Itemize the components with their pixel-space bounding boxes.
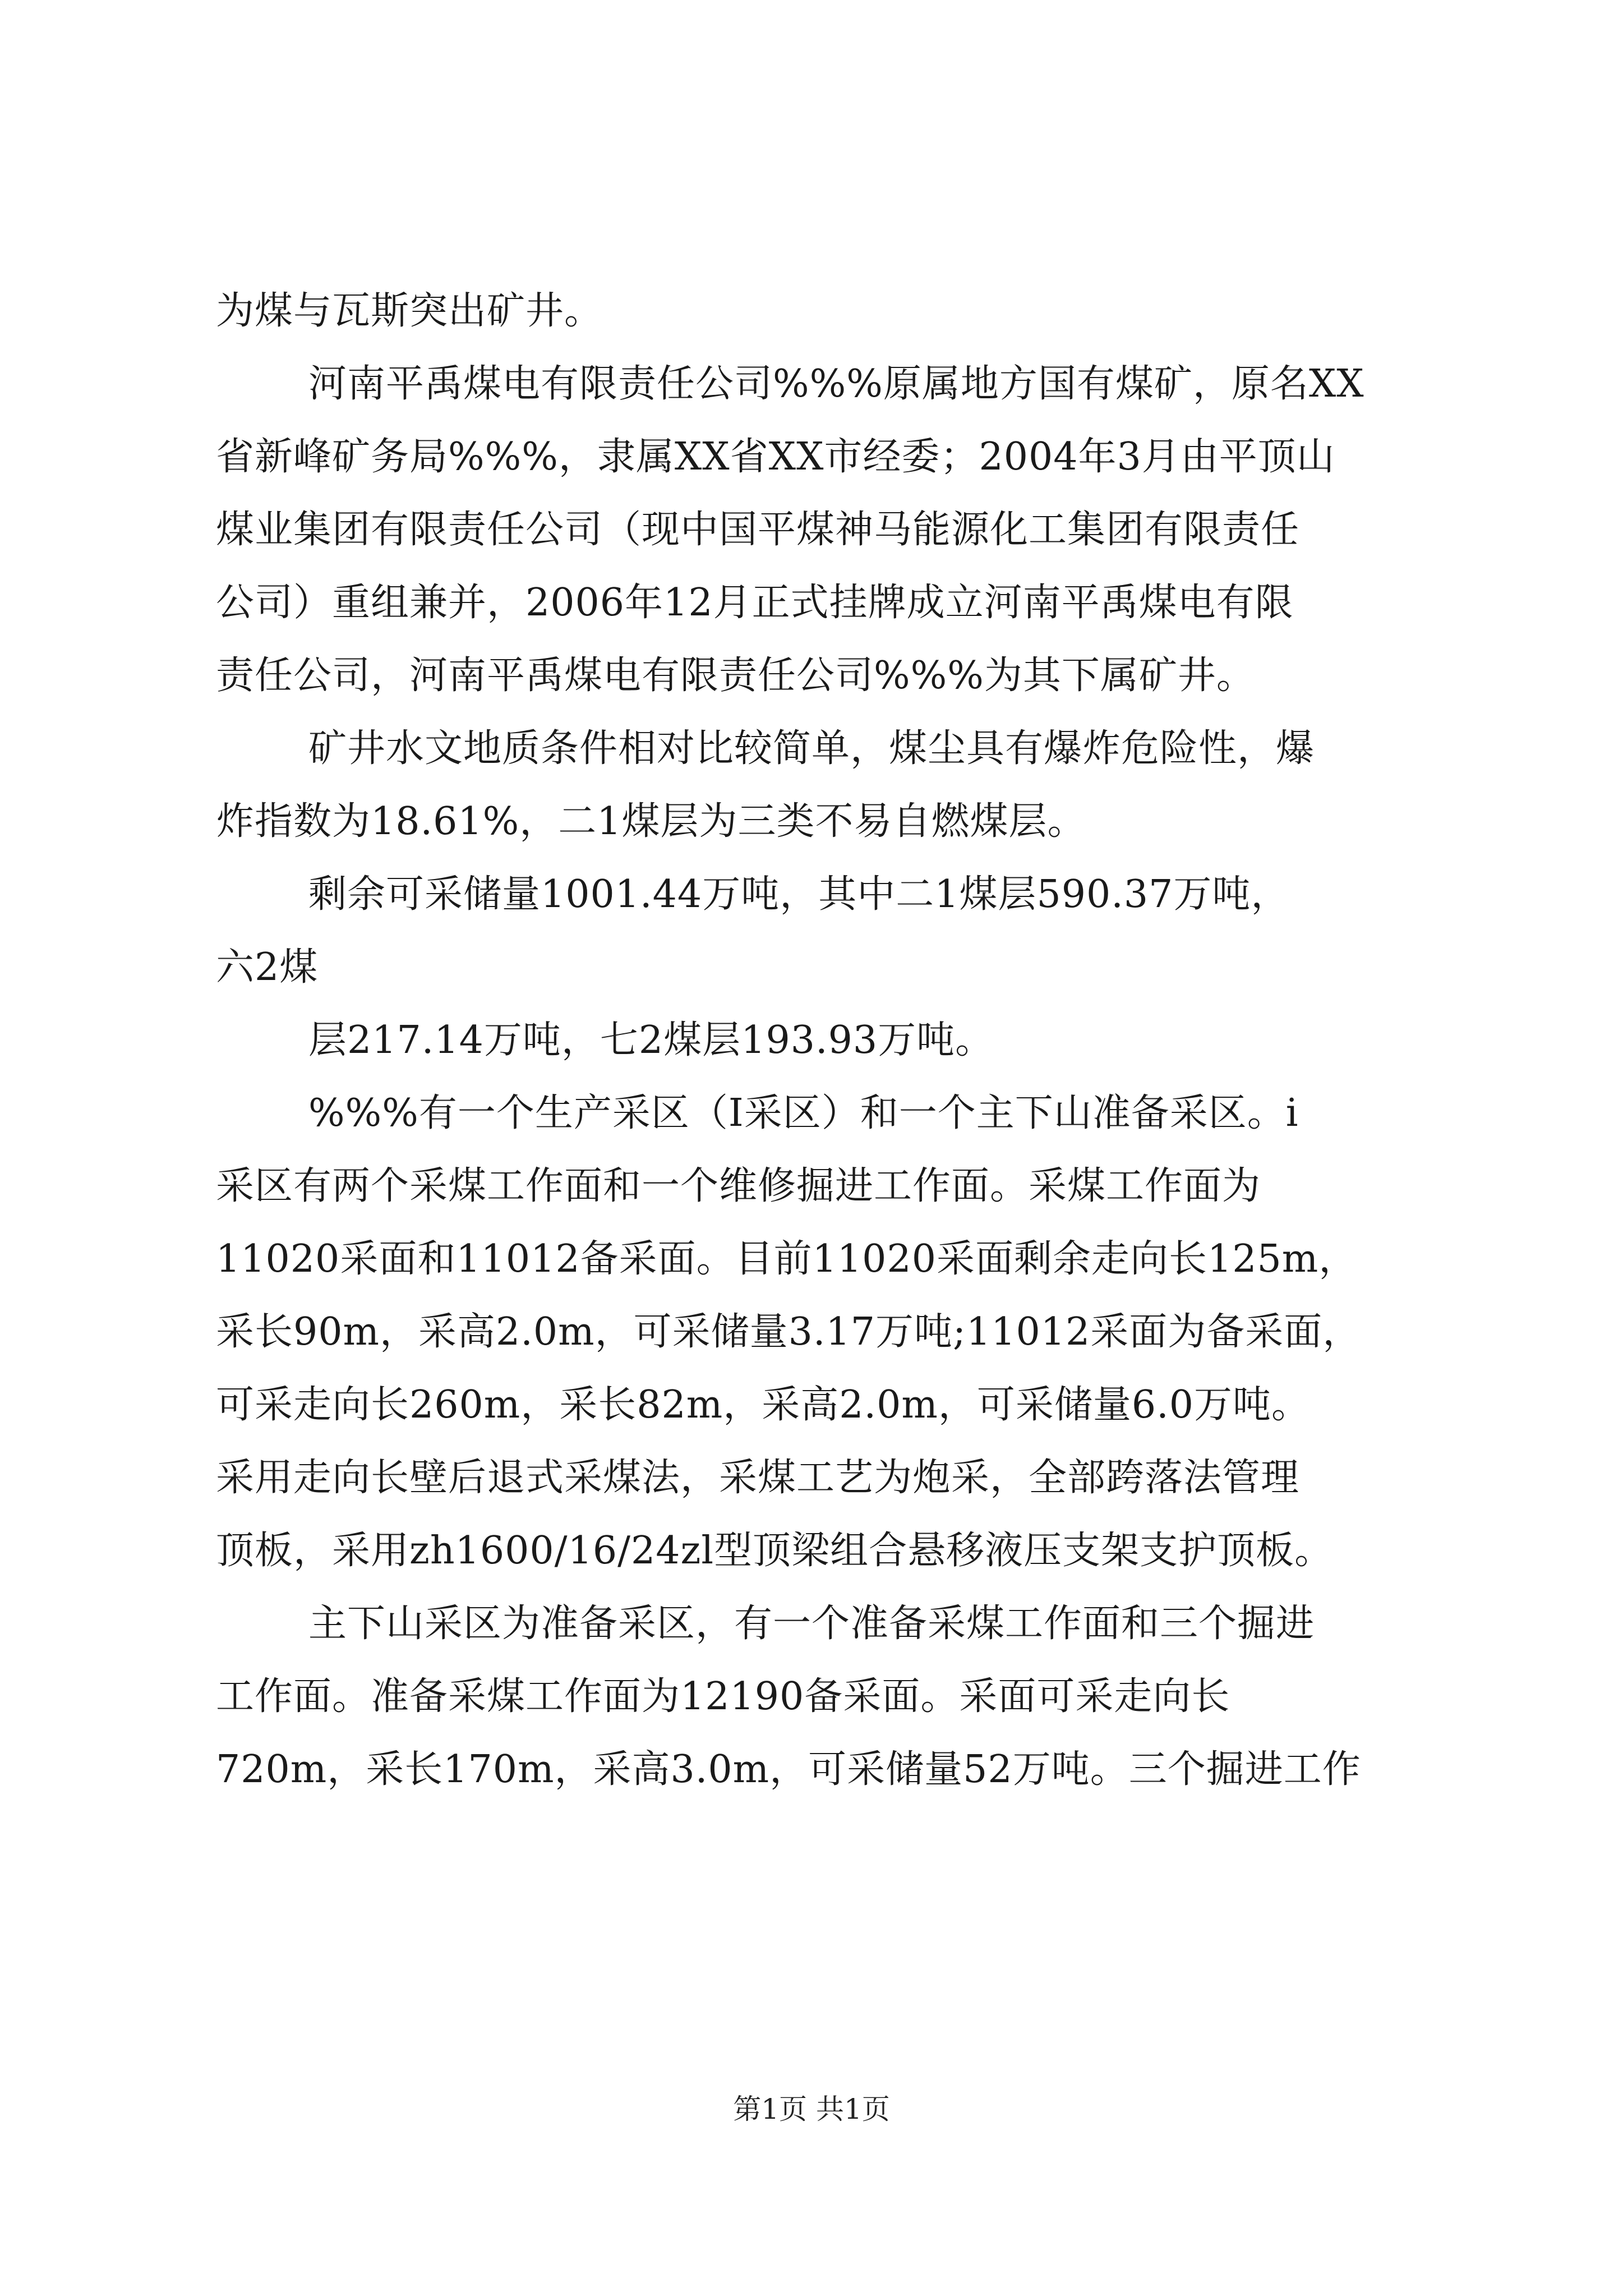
text-line: 省新峰矿务局%%%，隶属XX省XX市经委；2004年3月由平顶山: [216, 435, 1335, 479]
text-line: 矿井水文地质条件相对比较简单，煤尘具有爆炸危险性，爆: [308, 726, 1315, 771]
text-line: 煤业集团有限责任公司（现中国平煤神马能源化工集团有限责任: [216, 508, 1300, 552]
text-line: 剩余可采储量1001.44万吨，其中二1煤层590.37万吨，: [308, 872, 1290, 917]
text-line: 为煤与瓦斯突出矿井。: [216, 289, 603, 333]
text-line: 层217.14万吨，七2煤层193.93万吨。: [308, 1018, 994, 1062]
text-line: 可采走向长260m，采长82m，采高2.0m，可采储量6.0万吨。: [216, 1383, 1311, 1427]
text-line: 公司）重组兼并，2006年12月正式挂牌成立河南平禹煤电有限: [216, 581, 1294, 625]
text-line: 主下山采区为准备采区，有一个准备采煤工作面和三个掘进: [308, 1602, 1315, 1646]
text-line: 责任公司，河南平禹煤电有限责任公司%%%为其下属矿井。: [216, 654, 1255, 698]
text-line: 720m，采长170m，采高3.0m，可采储量52万吨。三个掘进工作: [216, 1747, 1361, 1792]
text-line: 11020采面和11012备采面。目前11020采面剩余走向长125m，: [216, 1237, 1358, 1281]
text-line: 采区有两个采煤工作面和一个维修掘进工作面。采煤工作面为: [216, 1164, 1261, 1208]
text-line: %%%有一个生产采区（Ⅰ采区）和一个主下山准备采区。i: [308, 1091, 1299, 1135]
text-line: 采长90m，采高2.0m，可采储量3.17万吨;11012采面为备采面，: [216, 1310, 1362, 1354]
text-line: 河南平禹煤电有限责任公司%%%原属地方国有煤矿，原名XX: [308, 362, 1364, 406]
text-line: 工作面。准备采煤工作面为12190备采面。采面可采走向长: [216, 1674, 1230, 1719]
text-line: 六2煤: [216, 945, 319, 990]
page-number-footer: 第1页 共1页: [733, 2093, 890, 2125]
text-line: 炸指数为18.61%，二1煤层为三类不易自燃煤层。: [216, 799, 1086, 844]
text-line: 采用走向长壁后退式采煤法，采煤工艺为炮采，全部跨落法管理: [216, 1456, 1300, 1500]
text-line: 顶板，采用zh1600/16/24zl型顶梁组合悬移液压支架支护顶板。: [216, 1529, 1334, 1573]
